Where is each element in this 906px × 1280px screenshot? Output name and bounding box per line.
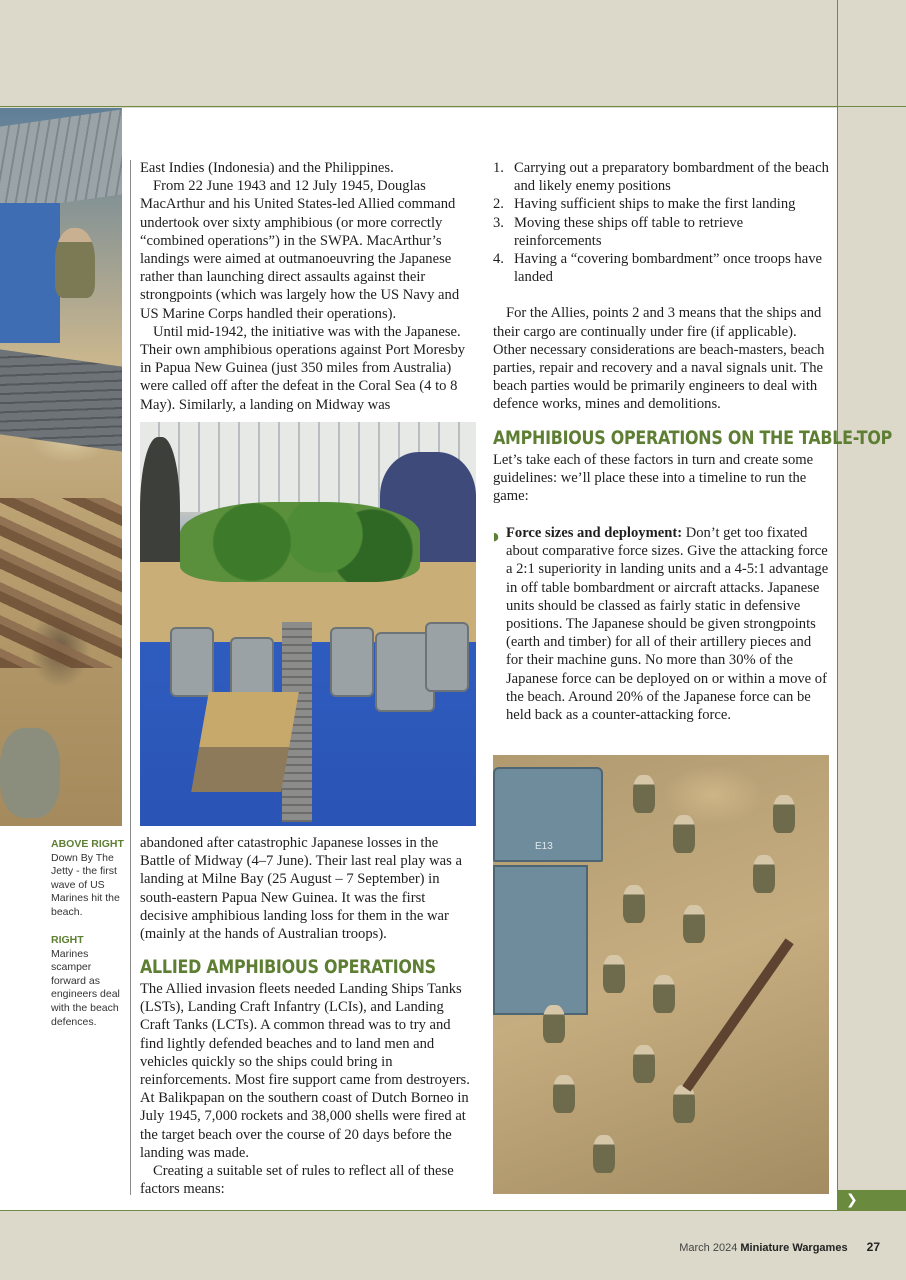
miniature-figure: [653, 975, 675, 1013]
photo-down-by-the-jetty: [140, 422, 476, 826]
miniature-figure: [623, 885, 645, 923]
landing-craft-model: [330, 627, 374, 697]
bullet-item: [493, 524, 829, 724]
list-item: [493, 250, 829, 286]
photo-marines-engineers: [0, 108, 122, 826]
landing-craft-model: [170, 627, 214, 697]
next-page-tab[interactable]: [838, 1190, 906, 1210]
caption-text: Marines scamper forward as engineers deal with the beach defences.: [51, 947, 120, 1028]
miniature-figure: [633, 775, 655, 813]
column-right-lower: [493, 451, 829, 506]
miniature-figure: [553, 1075, 575, 1113]
list-text: Having a “covering bombardment” once troops have landed: [514, 251, 822, 286]
top-band: [0, 0, 906, 107]
miniature-figure: [683, 905, 705, 943]
column-right: [493, 159, 829, 414]
miniature-figure: [633, 1045, 655, 1083]
caption-label: RIGHT: [51, 934, 84, 946]
model-jungle: [180, 502, 420, 582]
paragraph: abandoned after catastrophic Japanese losses in the Battle of Midway (4–7 June). Their last real play was a landing at Milne Bay (25 August – 7 September) in south-eastern Papua New Guinea. It was the first decisive amphibious landing loss for them in the war (mainly at the hands of Australian troops).: [140, 835, 462, 943]
list-text: Having sufficient ships to make the first landing: [514, 196, 796, 213]
bottom-margin-rule: [0, 1210, 906, 1211]
section-heading: ALLIED AMPHIBIOUS OPERATIONS: [140, 957, 436, 978]
chevron-right-icon: ❯: [846, 1192, 858, 1208]
photo-marines-forward: [493, 755, 829, 1194]
page-footer: [600, 1240, 880, 1255]
miniature-figure: [753, 855, 775, 893]
caption-label: ABOVE RIGHT: [51, 838, 124, 850]
miniature-figure: [673, 1085, 695, 1123]
beach-defence-logs: [0, 498, 122, 668]
miniature-figure: [773, 795, 795, 833]
numbered-list: [493, 159, 829, 286]
list-number: 2.: [493, 196, 504, 213]
list-item: [493, 214, 829, 250]
miniature-figure: [543, 1005, 565, 1043]
column-divider: [130, 160, 131, 1195]
caption-above-right: [51, 838, 129, 920]
model-stilt-hut: [191, 692, 299, 792]
right-margin-rule: [837, 0, 838, 1210]
list-number: 1.: [493, 160, 504, 176]
magazine-name: Miniature Wargames: [740, 1242, 848, 1254]
sea-area: [0, 203, 60, 343]
list-text: Carrying out a preparatory bombardment of the beach and likely enemy positions: [514, 160, 829, 195]
landing-craft-deck: [0, 109, 122, 211]
hull-number: E13: [535, 841, 553, 852]
paragraph: Creating a suitable set of rules to reflect all of these factors means:: [140, 1163, 454, 1198]
issue-date: March 2024: [679, 1242, 738, 1254]
list-number: 4.: [493, 251, 504, 268]
paragraph: Let’s take each of these factors in turn and create some guidelines: we’ll place these into a timeline to run the game:: [493, 452, 814, 505]
paragraph: Until mid-1942, the initiative was with the Japanese. Their own amphibious operations against Port Moresby in Papua New Guinea (just 350 miles from Australia) were called off after the defeat in the Coral Sea (4 to 8 May). Similarly, a landing on Midway was: [140, 323, 466, 413]
landing-ramp: [0, 349, 122, 451]
caption-text: Down By The Jetty - the first wave of US Marines hit the beach.: [51, 851, 120, 918]
landing-craft-model: [425, 622, 469, 692]
paragraph: For the Allies, points 2 and 3 means that the ships and their cargo are continually under fire (if applicable). Other necessary considerations are beach-masters, beach parties, repair and recovery and a naval signals unit. The beach parties would be primarily engineers to deal with defence works, mines and demolitions.: [493, 305, 825, 413]
miniature-figure: [593, 1135, 615, 1173]
paragraph: From 22 June 1943 and 12 July 1945, Douglas MacArthur and his United States-led Allied command undertook over sixty amphibious (or more correctly “combined operations”) in the SWPA. MacArthur’s landings were aimed at outmanoeuvring the Japanese rather than launching direct assaults against their strongpoints (which was largely how the US Navy and US Marine Corps handled their operations).: [140, 178, 460, 322]
miniature-figure: [55, 228, 95, 298]
bullet-marker-icon: ◗: [493, 530, 499, 543]
paragraph: The Allied invasion fleets needed Landing Ships Tanks (LSTs), Landing Craft Infantry (LCIs), and Landing Craft Tanks (LCTs). A common thread was to try and find lightly defended beaches and to land men and vehicles quickly so the ships could bring in reinforcements. Most fire support came from destroyers. At Balikpapan on the southern coast of Dutch Borneo in July 1945, 7,000 rockets and 38,000 shells were fired at the target beach over the course of 20 days before the landing was made.: [140, 981, 470, 1161]
bullet-text: Don’t get too fixated about comparative force sizes. Give the attacking force a 2:1 superiority in landing units and a 4-5:1 advantage in off table bombardment or aircraft attacks. Japanese units should be classed as fairly static in defensive positions. The Japanese should be given strongpoints (earth and timber) for all of their artillery pieces and for their machine guns. No more than 30% of the Japanese force can be deployed on or within a move of the beach. Around 20% of the Japanese force can be held back as a counter-attacking force.: [506, 525, 829, 724]
section-heading: AMPHIBIOUS OPERATIONS ON THE TABLE-TOP: [493, 428, 893, 449]
bullet-body: [493, 524, 829, 724]
caption-right: [51, 934, 129, 1029]
bullet-title: Force sizes and deployment:: [506, 525, 683, 541]
column-b-lower: [140, 980, 476, 1198]
list-item: [493, 195, 829, 213]
miniature-figure: [0, 728, 60, 818]
list-item: [493, 159, 829, 195]
beach-obstacle: [682, 938, 793, 1091]
miniature-figure: [673, 815, 695, 853]
list-number: 3.: [493, 214, 504, 231]
miniature-figure: [603, 955, 625, 993]
column-a: [140, 159, 476, 414]
amtrac-model: [493, 841, 588, 1015]
list-text: Moving these ships off table to retrieve reinforcements: [514, 214, 744, 249]
paragraph: East Indies (Indonesia) and the Philippines.: [140, 160, 394, 176]
column-b: [140, 834, 476, 943]
page-number: 27: [866, 1240, 880, 1254]
